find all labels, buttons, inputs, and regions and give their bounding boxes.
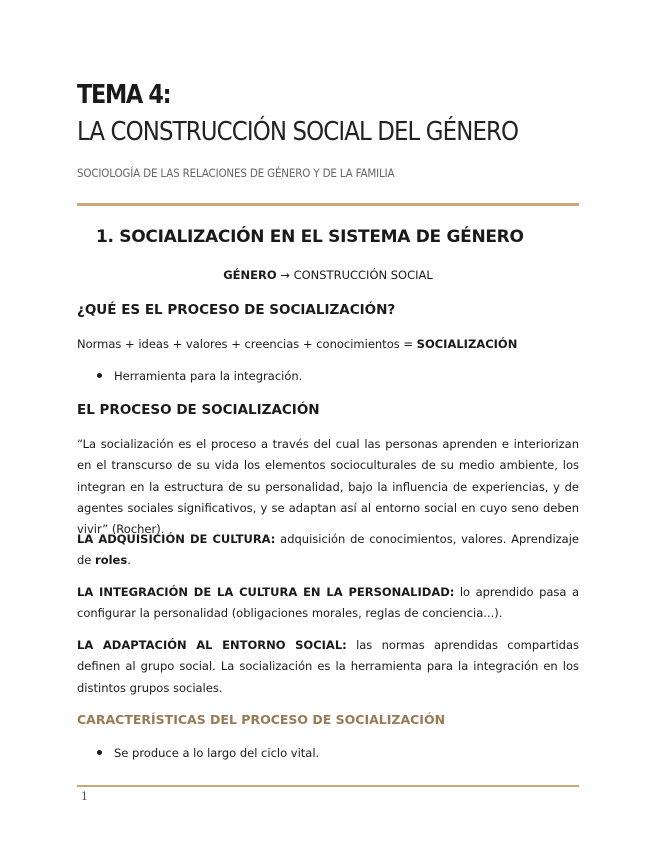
subtitle: SOCIOLOGÍA DE LAS RELACIONES DE GÉNERO Y DE LA FAMILIA [77,166,395,180]
list-item-text: Herramienta para la integración. [114,369,303,383]
title-line-2: LA CONSTRUCCIÓN SOCIAL DEL GÉNERO [77,117,519,147]
integration-text: lo aprendido pasa a configurar la personalidad (obligaciones morales, reglas de conciencia...). [77,585,579,621]
norms-line [77,337,517,351]
integration-label: LA INTEGRACIÓN DE LA CULTURA EN LA PERSONALIDAD: [77,585,455,599]
characteristics-heading: CARACTERÍSTICAS DEL PROCESO DE SOCIALIZACIÓN [77,712,446,727]
gender-label: GÉNERO [223,268,277,282]
process-heading: EL PROCESO DE SOCIALIZACIÓN [77,402,320,418]
gender-construction-line [77,268,579,282]
adaptation-text: las normas aprendidas compartidas definen al grupo social. La socialización es la herramienta para la integración en los distintos grupos sociales. [77,638,579,695]
construction-text: → CONSTRUCCIÓN SOCIAL [276,268,433,282]
list-item [97,746,319,760]
section-heading: 1. SOCIALIZACIÓN EN EL SISTEMA DE GÉNERO [96,227,524,247]
page-number: 1 [81,790,88,803]
bullet-icon [97,373,102,378]
rocher-quote: “La socialización es el proceso a través del cual las personas aprenden e interiorizan en el transcurso de su vida los elementos socioculturales de su medio ambiente, los integran en la estructura de su personalidad, bajo la influencia de experiencias, y de agentes sociales significativos, y se adaptan así al entorno social en cuyo seno deben vivir” (Rocher). [77,437,579,537]
norms-bold: SOCIALIZACIÓN [416,337,518,351]
roles-word: roles [95,553,128,568]
culture-label: LA ADQUISICIÓN DE CULTURA: [77,532,276,546]
adaptation-label: LA ADAPTACIÓN AL ENTORNO SOCIAL: [77,638,347,652]
title-line-1: TEMA 4: [77,80,171,110]
adaptation-paragraph [77,635,579,699]
list-item [97,369,302,383]
bullet-icon [97,750,102,755]
top-divider [77,203,579,206]
question-heading: ¿QUÉ ES EL PROCESO DE SOCIALIZACIÓN? [77,302,396,318]
culture-tail: . [127,553,131,568]
bottom-divider [77,785,579,787]
culture-text: adquisición de conocimientos, valores. Aprendizaje de [77,532,579,568]
list-item-text: Se produce a lo largo del ciclo vital. [114,746,320,760]
norms-text: Normas + ideas + valores + creencias + conocimientos = [77,337,417,351]
culture-paragraph [77,529,579,572]
integration-paragraph [77,582,579,625]
